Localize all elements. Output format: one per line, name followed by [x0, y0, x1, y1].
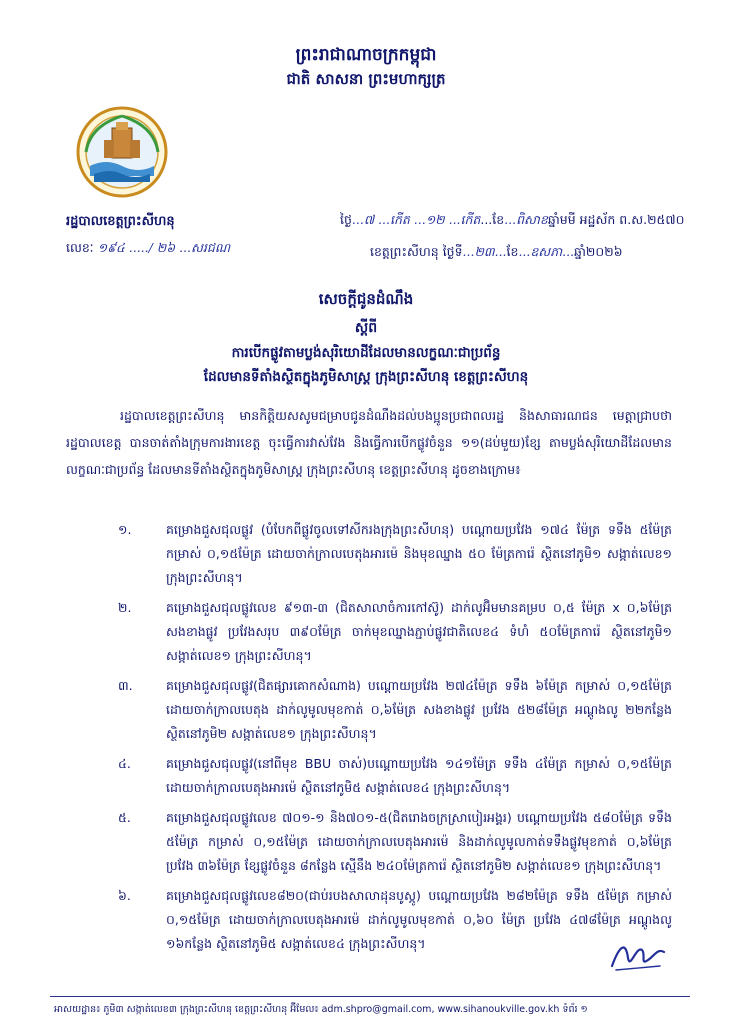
- footer-website[interactable]: www.sihanoukville.gov.kh: [437, 1004, 560, 1015]
- item-text: គម្រោងជួសជុលផ្លូវ(នៅពីមុខ BBU ចាស់)បណ្ដោយប្រវែង ១៤១ម៉ែត្រ ទទឹង ៤ម៉ែត្រ កម្រាស់ ០,១៥ម៉ែត្រ ដោយចាក់ក្រាលបេតុងអារម៉េ ស្ថិតនៅភូមិ៥ សង្កាត់លេខ៤ ក្រុងព្រះសីហនុ។: [166, 756, 672, 795]
- item-number: ៥.: [118, 810, 131, 825]
- signature-icon: [606, 936, 670, 976]
- solar-date-month-label: ខែ: [506, 244, 519, 259]
- document-title: សេចក្ដីជូនដំណឹង: [318, 290, 414, 308]
- item-text: គម្រោងជួសជុលផ្លូវលេខ ៩១៣-៣ (ជិតសាលាចំការកៅស៊ូ) ដាក់លូអ៊ិមមានគម្រប ០,៥ ម៉ែត្រ x ០,៦ម៉ែត្រ សងខាងផ្លូវ ប្រវែងសរុប ៣៩០ម៉ែត្រ ចាក់មុខឈ្នាងភ្ជាប់ផ្លូវជាតិលេខ៤ ទំហំ ៥០ម៉ែត្រការ៉េ ស្ថិតនៅភូមិ១ សង្កាត់លេខ១ ក្រុងព្រះសីហនុ។: [166, 600, 672, 663]
- solar-date-label: ខេត្តព្រះសីហនុ ថ្ងៃទី: [370, 244, 463, 259]
- lunar-date-month: ...ពិសាខ: [504, 212, 548, 227]
- regarding-label: ស្ដីពី: [354, 320, 378, 336]
- reference-label: លេខៈ: [66, 240, 94, 255]
- list-item: [66, 884, 672, 956]
- item-text: គម្រោងជួសជុលផ្លូវលេខ៨២០(ជាប់របងសាលាដុនបូស្កូ) បណ្ដោយប្រវែង ២៨២ម៉ែត្រ ទទឹង ៥ម៉ែត្រ កម្រាស់ ០,១៥ម៉ែត្រ ដោយចាក់ក្រាលបេតុងអារម៉េ ដាក់លូមូលមុខកាត់ ០,៦០ ម៉ែត្រ ប្រវែង ៤៧៨ម៉ែត្រ អណ្ដូងលូ ១៦កន្លែង ស្ថិតនៅភូមិ៥ សង្កាត់លេខ៤ ក្រុងព្រះសីហនុ។: [166, 888, 672, 951]
- item-text: គម្រោងជួសជុលផ្លូវ (បំបែកពីផ្លូវចូលទៅសីករងក្រុងព្រះសីហនុ) បណ្ដោយប្រវែង ១៧៤ ម៉ែត្រ ទទឹង ៥ម៉ែត្រ កម្រាស់ ០,១៥ម៉ែត្រ ដោយចាក់ក្រាលបេតុងអារម៉េ និងមុខឈ្នាង ៥០ ម៉ែត្រការ៉េ ស្ថិតនៅភូមិ១ សង្កាត់លេខ១ ក្រុងព្រះសីហនុ។: [166, 522, 672, 585]
- lunar-date-month-label: ...ខែ: [480, 212, 505, 227]
- list-item: [66, 596, 672, 668]
- reference-value: ១៩៤ ...../ ២៦: [97, 240, 176, 255]
- item-number: ៤.: [118, 756, 131, 771]
- reference-number: [66, 240, 230, 259]
- lunar-date-label: ថ្ងៃ: [340, 212, 352, 227]
- list-item: [66, 806, 672, 878]
- lunar-date-year: ឆ្នាំមមី អដ្ឋស័ក ព.ស.២៥៧០: [547, 212, 685, 227]
- footer: [54, 1003, 588, 1017]
- reference-suffix: ...សរជណ: [179, 240, 231, 255]
- solar-date-day: ...២៣...: [462, 244, 507, 259]
- item-text: គម្រោងជួសជុលផ្លូវ(ជិតផ្សារគោកសំណាង) បណ្ដោយប្រវែង ២៧៤ម៉ែត្រ ទទឹង ៦ម៉ែត្រ កម្រាស់ ០,១៥ម៉ែត្រ ដោយចាក់ក្រាលបេតុង ដាក់លូមូលមុខកាត់ ០,៦ម៉ែត្រ សងខាងផ្លូវ ប្រវែង ៥២៨ម៉ែត្រ អណ្ដូងលូ ២២កន្លែង ស្ថិតនៅភូមិ២ សង្កាត់លេខ១ ក្រុងព្រះសីហនុ។: [166, 678, 672, 741]
- solar-date: [370, 244, 623, 263]
- subject-line-2: ដែលមានទីតាំងស្ថិតក្នុងភូមិសាស្ត្រ ក្រុងព្រះសីហនុ ខេត្តព្រះសីហនុ: [203, 369, 529, 385]
- item-number: ១.: [118, 522, 132, 537]
- item-number: ៣.: [118, 678, 133, 693]
- intro-paragraph: រដ្ឋបាលខេត្តព្រះសីហនុ មានកិត្តិយសសូមជម្រាបជូនដំណឹងដល់បងប្អូនប្រជាពលរដ្ឋ និងសាធារណជន មេត្តាជ្រាបថា រដ្ឋបាលខេត្ត បានចាត់តាំងក្រុមការងារខេត្ត ចុះធ្វើការវាស់វែង និងធ្វើការបើកផ្លូវចំនួន ១១(ដប់មួយ)ខ្សែ តាមប្លង់សុរិយោដីដែលមានលក្ខណៈជាប្រព័ន្ធ ដែលមានទីតាំងស្ថិតក្នុងភូមិសាស្ត្រ ក្រុងព្រះសីហនុ ខេត្តព្រះសីហនុ ដូចខាងក្រោម៖: [66, 408, 672, 477]
- footer-email[interactable]: adm.shpro@gmail.com,: [321, 1004, 435, 1015]
- solar-date-year: ឆ្នាំ២០២៦: [574, 244, 623, 259]
- list-item: [66, 674, 672, 746]
- footer-divider: [50, 996, 690, 997]
- list-item: [66, 518, 672, 590]
- solar-date-month: ...ឧសភា...: [518, 244, 575, 259]
- item-number: ២.: [118, 600, 132, 615]
- kingdom-header: ព្រះរាជាណាចក្រកម្ពុជា: [295, 45, 437, 65]
- item-text: គម្រោងជួសជុលផ្លូវលេខ ៧០១-១ និង៧០១-៥(ជិតរោងចក្រស្រាបៀរអង្គរ) បណ្ដោយប្រវែង ៥៨០ម៉ែត្រ ទទឹង ៥ម៉ែត្រ កម្រាស់ ០,១៥ម៉ែត្រ ដោយចាក់ក្រាលបេតុងអារម៉េ និងដាក់លូមូលកាត់ទទឹងផ្លូវមុខកាត់ ០,៦ម៉ែត្រ ប្រវែង ៣៦ម៉ែត្រ ខ្សែផ្លូវចំនួន ៨កន្លែង ស្មើនឹង ២៤០ម៉ែត្រការ៉េ ស្ថិតនៅភូមិ២ សង្កាត់លេខ១ ក្រុងព្រះសីហនុ។: [166, 810, 672, 873]
- lunar-date: [340, 212, 684, 231]
- item-number: ៦.: [118, 888, 131, 903]
- national-motto: ជាតិ សាសនា ព្រះមហាក្សត្រ: [286, 70, 446, 88]
- provincial-seal-icon: [76, 106, 168, 198]
- footer-address: អាសយដ្ឋាន៖ ភូមិ៣ សង្កាត់លេខ៣ ក្រុងព្រះសីហនុ ខេត្តព្រះសីហនុ អ៊ីមែល៖: [54, 1004, 319, 1015]
- footer-page-number: ទំព័រ ១: [562, 1004, 588, 1015]
- list-item: [66, 752, 672, 800]
- issuer-name: រដ្ឋបាលខេត្តព្រះសីហនុ: [66, 214, 175, 229]
- subject-line-1: ការបើកផ្លូវតាមប្លង់សុរិយោដីដែលមានលក្ខណៈជាប្រព័ន្ធ: [231, 345, 501, 361]
- project-list: [66, 518, 672, 962]
- lunar-date-day: ...៧ ...កើត ...១២ ...កើត: [351, 212, 481, 227]
